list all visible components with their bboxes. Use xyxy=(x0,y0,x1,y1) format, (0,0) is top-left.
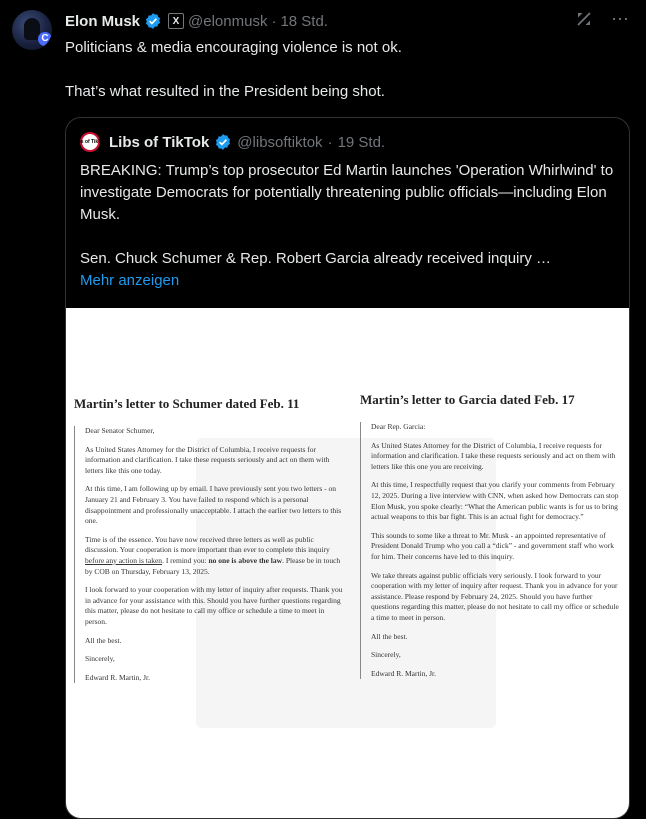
quoted-post-text xyxy=(80,160,615,292)
avatar-badge: C xyxy=(38,32,52,46)
letter-left-signature: Edward R. Martin, Jr. xyxy=(85,672,150,682)
author-name[interactable]: Elon Musk xyxy=(65,12,141,30)
letter-right-closing: All the best. xyxy=(371,631,408,641)
quoted-separator: · xyxy=(327,133,333,151)
letter-left xyxy=(74,396,346,691)
letter-right xyxy=(360,392,622,687)
letter-right-heading: Martin’s letter to Garcia dated Feb. 17 xyxy=(360,392,575,407)
post-actions-top xyxy=(575,10,630,28)
quoted-author-avatar xyxy=(73,132,107,152)
letter-right-body xyxy=(360,422,622,679)
quoted-post-image[interactable] xyxy=(66,308,629,818)
quoted-author-name: Libs of TikTok xyxy=(109,133,210,151)
author-avatar[interactable] xyxy=(12,10,52,50)
post-time[interactable]: 18 Std. xyxy=(280,12,328,30)
quoted-paragraph-1: BREAKING: Trump’s top prosecutor Ed Martin launches 'Operation Whirlwind' to investigate Democrats for potentially threatening public officials—including Elon Musk. xyxy=(80,162,614,223)
letter-right-sincerely: Sincerely, xyxy=(371,650,401,660)
quoted-avatar-text: Libs of TikTok xyxy=(73,139,107,145)
letter-left-p2: At this time, I am following up by email. I have previously sent you two letters - on January 21 and February 3. You have failed to respond which is a personal disappointment and professionally unacceptable. I attach the earlier two letters to this one. xyxy=(85,484,342,526)
show-more-link[interactable]: Mehr anzeigen xyxy=(80,272,180,289)
quoted-paragraph-2: Sen. Chuck Schumer & Rep. Robert Garcia already received inquiry … xyxy=(80,250,552,267)
post-header xyxy=(65,11,328,31)
letter-right-salutation: Dear Rep. Garcia: xyxy=(371,422,426,431)
post-text-line-2: That’s what resulted in the President being shot. xyxy=(65,83,385,100)
author-handle[interactable]: @elonmusk xyxy=(188,12,268,30)
grok-icon[interactable] xyxy=(575,10,593,28)
x-affiliate-icon: X xyxy=(168,13,184,29)
letter-left-p4: I look forward to your cooperation with my letter of inquiry after requests. Thank you in advance for your assistance with this. Should you have further questions regarding this matter, please do not hesitate to call my office or schedule a time to meet in person. xyxy=(85,585,343,626)
verified-icon xyxy=(214,133,232,151)
post-text-line-1: Politicians & media encouraging violence is not ok. xyxy=(65,39,402,56)
letter-right-p1: As United States Attorney for the District of Columbia, I receive requests for information and clarification. I take these requests seriously and act on them with letters like this one you are receiving. xyxy=(371,440,616,471)
letter-right-p4: We take threats against public officials very seriously. I look forward to your cooperation with my letter of inquiry after request. Thank you in advance for your assistance. Please respond by February 24, 2025. Should you have further questions regarding this matter, please do not hesitate to call my office or schedule a time to meet in person. xyxy=(371,570,619,622)
more-icon[interactable]: ⋯ xyxy=(611,9,630,29)
quoted-author-handle: @libsoftiktok xyxy=(237,133,323,151)
quoted-post-header xyxy=(73,132,386,152)
quoted-time: 19 Std. xyxy=(337,133,386,151)
letter-left-sincerely: Sincerely, xyxy=(85,654,115,664)
verified-icon xyxy=(144,12,162,30)
letter-left-closing: All the best. xyxy=(85,635,122,645)
letter-right-signature: Edward R. Martin, Jr. xyxy=(371,668,436,678)
letter-right-p3: This sounds to some like a threat to Mr. Musk - an appointed representative of President Donald Trump who you call a “dick” - and government staff who work for him. Their concerns have led to this inquiry. xyxy=(371,530,614,561)
letter-left-p1: As United States Attorney for the District of Columbia, I receive requests for information and clarification. I take these requests seriously and act on them with letters like this one today. xyxy=(85,444,330,475)
letter-left-salutation: Dear Senator Schumer, xyxy=(85,426,155,435)
quoted-post[interactable] xyxy=(65,117,630,819)
letter-right-p2: At this time, I respectfully request that you clarify your comments from February 12, 2025. During a live interview with CNN, when asked how Democrats can stop Elon Musk, you spoke clearly: “What the American public wants is for us to bring actual weapons to this bar fight. This is an actual fight for democracy.” xyxy=(371,480,619,522)
header-separator: · xyxy=(271,12,277,30)
letter-left-body xyxy=(74,426,346,683)
letter-left-heading: Martin’s letter to Schumer dated Feb. 11 xyxy=(74,396,300,411)
letter-left-p3: Time is of the essence. You have now received three letters as well as public discussion. Your cooperation is more important than ever to complete this inquiry before any action is taken. I remind you: no one is above the law. Please be in touch by COB on Thursday, February 13, 2025. xyxy=(85,534,341,576)
post-text xyxy=(65,37,625,103)
